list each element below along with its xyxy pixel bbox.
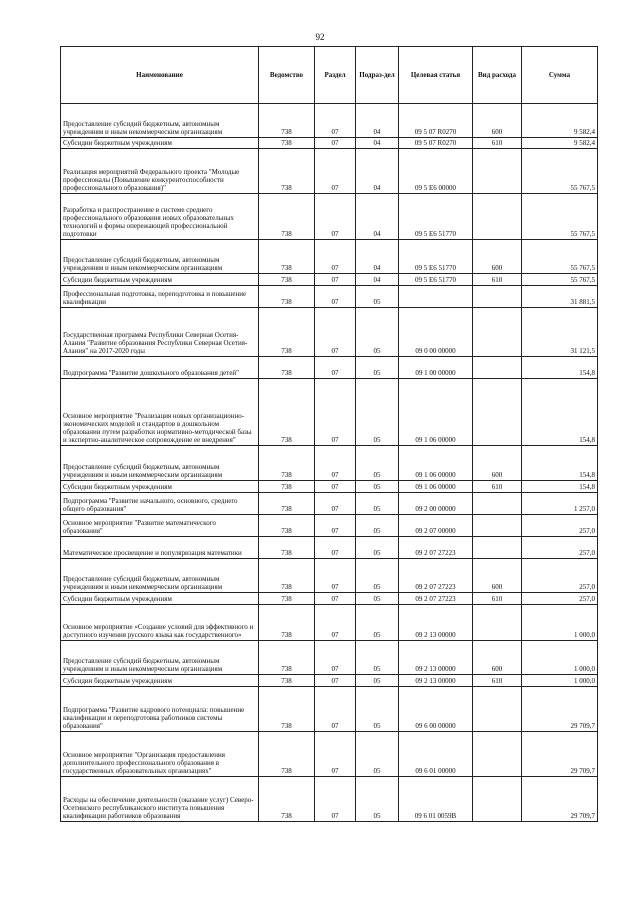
cell-ved: 738 (259, 149, 315, 194)
cell-cs: 09 1 06 00000 (399, 379, 473, 446)
table-row (61, 240, 598, 274)
cell-sum: 154,8 (522, 481, 598, 493)
cell-vr (473, 357, 522, 379)
cell-podrazdel: 05 (356, 379, 399, 446)
cell-razdel: 07 (315, 379, 356, 446)
cell-podrazdel: 05 (356, 732, 399, 777)
cell-sum: 9 582,4 (522, 138, 598, 149)
cell-cs: 09 2 07 00000 (399, 515, 473, 537)
cell-ved: 738 (259, 777, 315, 822)
cell-name: Реализация мероприятий Федерального проекта "Молодые профессионалы (Повышение конкурентоспособности профессионального образования)" (61, 149, 259, 194)
cell-cs (399, 286, 473, 308)
cell-ved: 738 (259, 593, 315, 605)
cell-ved: 738 (259, 605, 315, 641)
cell-ved: 738 (259, 286, 315, 308)
cell-razdel: 07 (315, 149, 356, 194)
cell-sum: 29 709,7 (522, 687, 598, 732)
cell-podrazdel: 05 (356, 286, 399, 308)
cell-razdel: 07 (315, 675, 356, 687)
table-row (61, 446, 598, 481)
cell-cs: 09 6 01 0059B (399, 777, 473, 822)
cell-ved: 738 (259, 446, 315, 481)
cell-podrazdel: 05 (356, 357, 399, 379)
cell-vr (473, 687, 522, 732)
cell-name: Предоставление субсидий бюджетным, автономным учреждениям и иным некоммерческим организациям (61, 240, 259, 274)
cell-cs: 09 5 E6 51770 (399, 274, 473, 286)
cell-sum: 257,0 (522, 537, 598, 559)
cell-name: Государственная программа Республики Северная Осетия-Алания "Развитие образования Республики Северная Осетия-Алания" на 2017-2020 годы (61, 308, 259, 357)
cell-name: Основное мероприятие "Развитие математического образования" (61, 515, 259, 537)
cell-sum: 9 582,4 (522, 104, 598, 138)
cell-razdel: 07 (315, 515, 356, 537)
cell-podrazdel: 05 (356, 777, 399, 822)
cell-razdel: 07 (315, 687, 356, 732)
cell-podrazdel: 05 (356, 446, 399, 481)
cell-razdel: 07 (315, 732, 356, 777)
cell-sum: 31 121,5 (522, 308, 598, 357)
cell-name: Основное мероприятие "Организация предоставления дополнительного профессионального образования в государственных образовательных организациях" (61, 732, 259, 777)
cell-vr (473, 732, 522, 777)
cell-cs: 09 5 E6 51770 (399, 240, 473, 274)
cell-name: Предоставление субсидий бюджетным, автономным учреждениям и иным некоммерческим организациям (61, 446, 259, 481)
cell-razdel: 07 (315, 286, 356, 308)
cell-sum: 154,8 (522, 446, 598, 481)
cell-vr (473, 308, 522, 357)
cell-sum: 1 000,0 (522, 605, 598, 641)
table-row (61, 559, 598, 593)
cell-vr: 610 (473, 593, 522, 605)
cell-ved: 738 (259, 308, 315, 357)
table-row (61, 138, 598, 149)
cell-vr (473, 493, 522, 515)
header-podrazdel: Подраз-дел (356, 47, 399, 104)
cell-cs: 09 2 13 00000 (399, 605, 473, 641)
cell-vr: 600 (473, 559, 522, 593)
cell-ved: 738 (259, 357, 315, 379)
cell-cs: 09 6 01 00000 (399, 732, 473, 777)
cell-name: Подпрограмма "Развитие кадрового потенциала: повышение квалификации и переподготовка работников системы образования" (61, 687, 259, 732)
table-row (61, 286, 598, 308)
cell-sum: 154,8 (522, 357, 598, 379)
cell-name: Подпрограмма "Развитие дошкольного образования детей" (61, 357, 259, 379)
cell-name: Разработка и распространение в системе среднего профессионального образования новых образовательных технологий и формы опережающей профессиональной подготовки (61, 194, 259, 240)
cell-cs: 09 5 E6 51770 (399, 194, 473, 240)
cell-podrazdel: 04 (356, 104, 399, 138)
cell-name: Подпрограмма "Развитие начального, основного, среднего общего образования" (61, 493, 259, 515)
cell-cs: 09 1 00 00000 (399, 357, 473, 379)
cell-podrazdel: 05 (356, 481, 399, 493)
cell-razdel: 07 (315, 240, 356, 274)
cell-cs: 09 0 00 00000 (399, 308, 473, 357)
cell-ved: 738 (259, 687, 315, 732)
cell-name: Математическое просвещение и популяризация математики (61, 537, 259, 559)
cell-ved: 738 (259, 138, 315, 149)
cell-ved: 738 (259, 675, 315, 687)
cell-podrazdel: 05 (356, 559, 399, 593)
table-row (61, 732, 598, 777)
cell-name: Предоставление субсидий бюджетным, автономным учреждениям и иным некоммерческим организациям (61, 104, 259, 138)
table-row (61, 357, 598, 379)
cell-razdel: 07 (315, 605, 356, 641)
cell-podrazdel: 04 (356, 149, 399, 194)
cell-name: Субсидии бюджетным учреждениям (61, 138, 259, 149)
cell-name: Субсидии бюджетным учреждениям (61, 274, 259, 286)
table-row (61, 641, 598, 675)
cell-sum: 31 881,5 (522, 286, 598, 308)
cell-razdel: 07 (315, 777, 356, 822)
table-row (61, 104, 598, 138)
cell-podrazdel: 05 (356, 605, 399, 641)
cell-podrazdel: 05 (356, 308, 399, 357)
table-row (61, 379, 598, 446)
cell-sum: 1 000,0 (522, 641, 598, 675)
cell-razdel: 07 (315, 274, 356, 286)
cell-cs: 09 2 13 00000 (399, 641, 473, 675)
cell-vr (473, 194, 522, 240)
header-summa: Сумма (522, 47, 598, 104)
cell-vr (473, 777, 522, 822)
cell-ved: 738 (259, 732, 315, 777)
cell-sum: 29 709,7 (522, 777, 598, 822)
cell-cs: 09 2 07 27223 (399, 559, 473, 593)
cell-razdel: 07 (315, 493, 356, 515)
cell-cs: 09 1 06 00000 (399, 481, 473, 493)
cell-razdel: 07 (315, 308, 356, 357)
cell-name: Профессиональная подготовка, переподготовка и повышение квалификации (61, 286, 259, 308)
cell-name: Субсидии бюджетным учреждениям (61, 675, 259, 687)
table-row (61, 537, 598, 559)
cell-vr (473, 379, 522, 446)
cell-cs: 09 5 E6 00000 (399, 149, 473, 194)
cell-podrazdel: 04 (356, 274, 399, 286)
cell-vr (473, 286, 522, 308)
cell-razdel: 07 (315, 138, 356, 149)
cell-sum: 55 767,5 (522, 194, 598, 240)
cell-sum: 257,0 (522, 515, 598, 537)
header-celevaya: Целевая статья (399, 47, 473, 104)
table-row (61, 149, 598, 194)
cell-cs: 09 2 07 27223 (399, 537, 473, 559)
header-name: Наименование (61, 47, 259, 104)
cell-razdel: 07 (315, 104, 356, 138)
cell-cs: 09 1 06 00000 (399, 446, 473, 481)
table-header-row (61, 47, 598, 104)
cell-cs: 09 2 00 00000 (399, 493, 473, 515)
cell-razdel: 07 (315, 194, 356, 240)
page-number: 92 (315, 32, 325, 42)
cell-podrazdel: 05 (356, 675, 399, 687)
table-row (61, 493, 598, 515)
cell-razdel: 07 (315, 593, 356, 605)
cell-ved: 738 (259, 515, 315, 537)
cell-cs: 09 5 07 R0270 (399, 138, 473, 149)
cell-sum: 1 000,0 (522, 675, 598, 687)
cell-ved: 738 (259, 240, 315, 274)
cell-cs: 09 2 13 00000 (399, 675, 473, 687)
cell-podrazdel: 04 (356, 138, 399, 149)
cell-name: Субсидии бюджетным учреждениям (61, 481, 259, 493)
header-razdel: Раздел (315, 47, 356, 104)
cell-sum: 1 257,0 (522, 493, 598, 515)
cell-name: Основное мероприятие "Реализация новых организационно-экономических моделей и стандартов в дошкольном образовании путем разработки нормативно-методической базы и экспертно-аналитическое сопровождение ее внедрения" (61, 379, 259, 446)
cell-razdel: 07 (315, 537, 356, 559)
cell-ved: 738 (259, 194, 315, 240)
cell-name: Предоставление субсидий бюджетным, автономным учреждениям и иным некоммерческим организациям (61, 559, 259, 593)
cell-name: Субсидии бюджетным учреждениям (61, 593, 259, 605)
table-row (61, 308, 598, 357)
cell-ved: 738 (259, 481, 315, 493)
cell-razdel: 07 (315, 446, 356, 481)
cell-razdel: 07 (315, 481, 356, 493)
table-row (61, 675, 598, 687)
cell-podrazdel: 05 (356, 593, 399, 605)
table-row (61, 593, 598, 605)
table-row (61, 515, 598, 537)
cell-cs: 09 6 00 00000 (399, 687, 473, 732)
cell-vr: 610 (473, 138, 522, 149)
header-vedomstvo: Ведомство (259, 47, 315, 104)
cell-podrazdel: 05 (356, 641, 399, 675)
cell-podrazdel: 05 (356, 515, 399, 537)
cell-vr: 610 (473, 675, 522, 687)
cell-podrazdel: 05 (356, 537, 399, 559)
header-vid: Вид расхода (473, 47, 522, 104)
cell-name: Предоставление субсидий бюджетным, автономным учреждениям и иным некоммерческим организациям (61, 641, 259, 675)
cell-vr: 610 (473, 481, 522, 493)
cell-name: Основное мероприятие «Создание условий для эффективного и доступного изучения русского языка как государственного» (61, 605, 259, 641)
table-row (61, 605, 598, 641)
table-row (61, 194, 598, 240)
cell-ved: 738 (259, 104, 315, 138)
table-row (61, 687, 598, 732)
cell-razdel: 07 (315, 357, 356, 379)
cell-sum: 55 767,5 (522, 240, 598, 274)
table-row (61, 274, 598, 286)
cell-vr: 600 (473, 641, 522, 675)
cell-ved: 738 (259, 641, 315, 675)
cell-ved: 738 (259, 559, 315, 593)
cell-vr: 600 (473, 446, 522, 481)
cell-podrazdel: 04 (356, 194, 399, 240)
cell-name: Расходы на обеспечение деятельности (оказание услуг) Северо-Осетинского республиканского института повышения квалификации работников образования (61, 777, 259, 822)
cell-razdel: 07 (315, 641, 356, 675)
cell-vr (473, 515, 522, 537)
cell-vr: 600 (473, 104, 522, 138)
cell-sum: 55 767,5 (522, 274, 598, 286)
cell-podrazdel: 05 (356, 493, 399, 515)
table-row (61, 481, 598, 493)
cell-vr (473, 149, 522, 194)
cell-razdel: 07 (315, 559, 356, 593)
cell-ved: 738 (259, 274, 315, 286)
cell-ved: 738 (259, 493, 315, 515)
cell-vr (473, 537, 522, 559)
cell-podrazdel: 04 (356, 240, 399, 274)
cell-sum: 257,0 (522, 559, 598, 593)
cell-sum: 55 767,5 (522, 149, 598, 194)
table-row (61, 777, 598, 822)
cell-cs: 09 2 07 27223 (399, 593, 473, 605)
cell-ved: 738 (259, 379, 315, 446)
cell-vr: 610 (473, 274, 522, 286)
cell-sum: 154,8 (522, 379, 598, 446)
cell-ved: 738 (259, 537, 315, 559)
cell-podrazdel: 05 (356, 687, 399, 732)
cell-cs: 09 5 07 R0270 (399, 104, 473, 138)
cell-sum: 29 709,7 (522, 732, 598, 777)
cell-vr (473, 605, 522, 641)
budget-table (60, 46, 598, 822)
cell-sum: 257,0 (522, 593, 598, 605)
cell-vr: 600 (473, 240, 522, 274)
